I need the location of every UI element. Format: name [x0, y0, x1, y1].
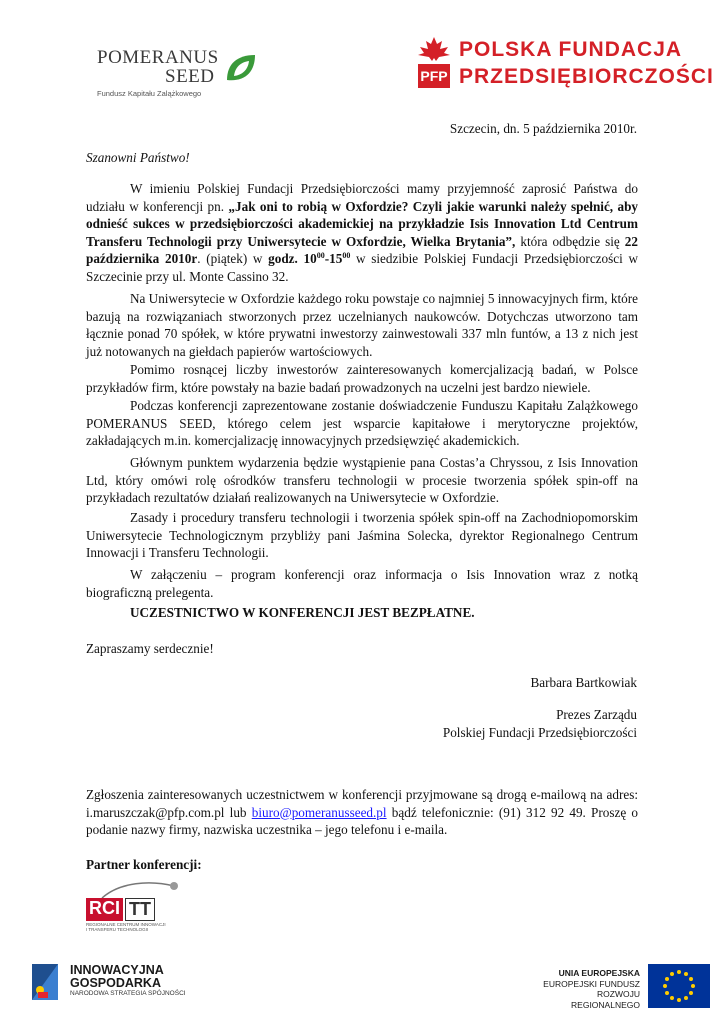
swoosh-icon [100, 878, 180, 900]
invitation-paragraph: W imieniu Polskiej Fundacji Przedsiębiorczości mamy przyjemność zaprosić Państwa do udziału w konferencji pn. „Jak oni to robią w Oxfordzie? Czyli jakie warunki należy spełnić, aby odnieść sukces w przedsiębiorczości akademickiej na przykładzie Isis Innovation Ltd Centrum Transferu Technologii przy Uniwersytecie w Oxfordzie, Wielka Brytania”, która odbędzie się 22 października 2010r. (piątek) w godz. $10^{00}-15^{00}$ w siedzibie Polskiej Fundacji Przedsiębiorczości w Szczecinie przy ul. Monte Cassino 32. [86, 181, 639, 284]
ig-line2: GOSPODARKA [70, 976, 161, 990]
rci-mark: RCI [86, 898, 123, 921]
signature-organization: Polskiej Fundacji Przedsiębiorczości [442, 725, 637, 740]
email-link[interactable]: biuro@pomeranusseed.pl [251, 804, 387, 820]
rcitt-logo [86, 878, 206, 938]
pfp-logo-line2: PRZEDSIĘBIORCZOŚCI [459, 65, 714, 88]
registration-paragraph: Zgłoszenia zainteresowanych uczestnictwem w konferencji przyjmowane są drogą e-mailową na adres: i.maruszczak@pfp.com.pl lub biuro@pomeranusseed.pl bądź telefonicznie: (91) 312 92 49. Proszę o podanie nazwy firmy, nazwiska uczestnika – jego telefonu i e-maila. [86, 787, 639, 838]
rci-subtitle-line1: REGIONALNE CENTRUM INNOWACJI [86, 922, 166, 927]
procedures-paragraph: Zasady i procedury transferu technologii i tworzenia spółek spin-off na Zachodniopomorskim Uniwersytecie Technologicznym przybliży pani Jaśmina Solecka, dyrektor Regionalnego Centrum Innowacji i Transferu Technologii. [86, 510, 638, 561]
maple-leaf-icon [417, 36, 451, 62]
free-participation-notice: UCZESTNICTWO W KONFERENCJI JEST BEZPŁATNE. [130, 605, 475, 620]
partner-label: Partner konferencji: [86, 857, 202, 872]
pomeranus-logo-line1: POMERANUS [97, 47, 219, 68]
investors-paragraph: Pomimo rosnącej liczby inwestorów zainteresowanych komercjalizacją badań, w Polsce przykładów firm, które powstały na bazie badań prowadzonych na uczelni jest bardzo niewiele. [86, 362, 638, 395]
speaker-paragraph: Głównym punktem wydarzenia będzie wystąpienie pana Costas’a Chryssou, z Isis Innovation Ltd, który omówi rolę ośrodków transferu technologii w procesie tworzenia spółek spin-off na przykładach rezultatów działań realizowanych na Uniwersytecie w Oxfordzie. [86, 455, 638, 506]
closing-phrase: Zapraszamy serdecznie! [86, 641, 214, 656]
pfp-logo-line1: POLSKA FUNDACJA [459, 38, 683, 61]
eu-line1: UNIA EUROPEJSKA [558, 968, 640, 978]
rci-subtitle-line2: I TRANSFERU TECHNOLOGII [86, 927, 149, 932]
eu-fund-logo [540, 964, 710, 1014]
attachment-paragraph: W załączeniu – program konferencji oraz informacja o Isis Innovation wraz z notką biograficzną prelegenta. [86, 567, 638, 600]
ig-line1: INNOWACYJNA [70, 963, 164, 977]
pfp-logo [417, 36, 714, 106]
pomeranus-paragraph: Podczas konferencji zaprezentowane zostanie doświadczenie Funduszu Kapitału Zalążkowego POMERANUS SEED, którego celem jest wsparcie kapitałowe i merytoryczne projektów, zakładających m.in. komercjalizację innowacyjnych przedsięwzięć akademickich. [86, 398, 638, 449]
innowacyjna-gospodarka-logo [30, 962, 210, 1012]
pfp-badge: PFP [418, 64, 449, 88]
signature-name: Barbara Bartkowiak [530, 675, 637, 690]
conference-time: godz. $10^{00}-15^{00}$ [268, 251, 351, 267]
pomeranus-logo-line2: SEED [165, 66, 215, 87]
ig-emblem-icon [30, 962, 64, 1002]
eu-line3: ROZWOJU REGIONALNEGO [571, 989, 640, 1010]
pomeranus-logo-subtitle: Fundusz Kapitału Zalążkowego [97, 89, 202, 98]
letter-date: Szczecin, dn. 5 października 2010r. [449, 121, 637, 136]
tt-mark: TT [125, 898, 155, 921]
conference-date: 22 października 2010r [86, 233, 638, 267]
conference-title: „Jak oni to robią w Oxfordzie? Czyli jakie warunki należy spełnić, aby odnieść sukces w przedsiębiorczości akademickiej na przykładzie Isis Innovation Ltd Centrum Transferu Technologii przy Uniwersytecie w Oxfordzie, Wielka Brytania”, [86, 198, 638, 249]
eu-flag-icon [648, 964, 710, 1008]
oxford-paragraph: Na Uniwersytecie w Oxfordzie każdego roku powstaje co najmniej 5 innowacyjnych firm, które bazują na rozwiązaniach stworzonych przez uczelnianych naukowców. Dotychczas utworzono tam łącznie ponad 70 spółek, w które prywatni inwestorzy zainwestowali 337 mln funtów, a 13 z nich jest już notowanych na giełdach papierów wartościowych. [86, 291, 638, 359]
eu-line2: EUROPEJSKI FUNDUSZ [543, 978, 640, 989]
seed-leaf-icon [223, 52, 259, 86]
salutation: Szanowni Państwo! [86, 150, 190, 165]
signature-role: Prezes Zarządu [556, 707, 637, 722]
ig-subtitle: NARODOWA STRATEGIA SPÓJNOŚCI [70, 990, 186, 997]
pomeranus-seed-logo [97, 48, 277, 108]
